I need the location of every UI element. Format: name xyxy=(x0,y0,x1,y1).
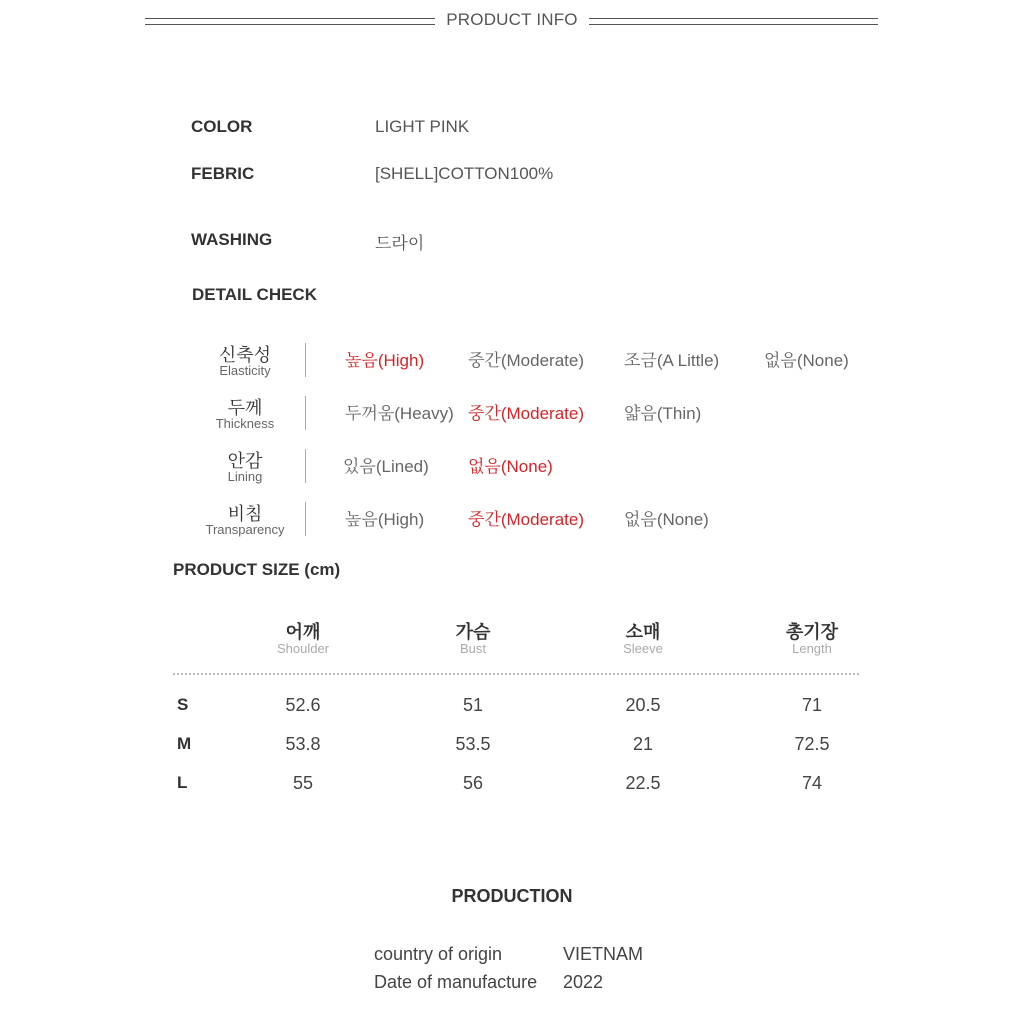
size-row-label: M xyxy=(177,734,192,753)
detail-row-separator xyxy=(305,343,306,377)
table-cell: 52.6 xyxy=(285,695,321,715)
detail-row-separator xyxy=(305,396,306,430)
column-header-length: 총기장 xyxy=(785,622,839,642)
color-value: LIGHT PINK xyxy=(375,117,470,136)
detail-row-transparency xyxy=(0,500,1024,550)
column-subheader-bust: Bust xyxy=(459,641,486,656)
detail-option: 조금(A Little) xyxy=(624,351,720,370)
detail-option: 중간(Moderate) xyxy=(468,351,584,370)
table-cell: 51 xyxy=(462,695,484,715)
detail-row-ko-label: 안감 xyxy=(227,451,263,471)
detail-row-en-label: Lining xyxy=(227,469,263,484)
detail-option: 얇음(Thin) xyxy=(624,404,702,423)
detail-option: 중간(Moderate) xyxy=(468,404,584,423)
column-subheader-length: Length xyxy=(792,641,832,656)
table-cell: 55 xyxy=(292,773,314,793)
header-rule-right xyxy=(589,18,878,25)
table-cell: 74 xyxy=(801,773,823,793)
detail-option: 높음(High) xyxy=(345,510,425,529)
fabric-value: [SHELL]COTTON100% xyxy=(375,164,554,183)
washing-label: WASHING xyxy=(191,230,273,249)
table-cell: 21 xyxy=(632,734,654,754)
detail-row-en-label: Thickness xyxy=(215,416,275,431)
detail-row-en-label: Elasticity xyxy=(219,363,271,378)
page-title: PRODUCT INFO xyxy=(446,10,578,29)
detail-row-en-label: Transparency xyxy=(205,522,285,537)
origin-value: VIETNAM xyxy=(563,944,644,964)
size-row-label: L xyxy=(177,773,188,792)
detail-option: 없음(None) xyxy=(468,457,553,476)
table-cell: 20.5 xyxy=(625,695,661,715)
table-cell: 22.5 xyxy=(625,773,661,793)
detail-option: 없음(None) xyxy=(624,510,709,529)
size-table-title: PRODUCT SIZE (cm) xyxy=(173,560,341,579)
table-cell: 53.8 xyxy=(285,734,321,754)
detail-option: 있음(Lined) xyxy=(343,457,429,476)
detail-row-separator xyxy=(305,502,306,536)
detail-row-ko-label: 두께 xyxy=(227,398,263,418)
washing-value: 드라이 xyxy=(375,234,425,253)
table-cell: 53.5 xyxy=(455,734,491,754)
detail-row-thickness xyxy=(0,394,1024,444)
table-cell: 71 xyxy=(801,695,823,715)
production-title: PRODUCTION xyxy=(451,886,573,906)
column-header-bust: 가슴 xyxy=(455,622,491,642)
detail-row-ko-label: 신축성 xyxy=(218,345,272,365)
detail-row-elasticity xyxy=(0,341,1024,391)
detail-option: 중간(Moderate) xyxy=(468,510,584,529)
origin-label: country of origin xyxy=(374,944,503,964)
column-subheader-sleeve: Sleeve xyxy=(623,641,663,656)
table-cell: 72.5 xyxy=(794,734,830,754)
detail-option: 높음(High) xyxy=(345,351,425,370)
column-subheader-shoulder: Shoulder xyxy=(276,641,330,656)
detail-option: 두꺼움(Heavy) xyxy=(345,404,454,423)
manufacture-date-value: 2022 xyxy=(563,972,604,992)
column-header-shoulder: 어깨 xyxy=(285,622,321,642)
manufacture-date-label: Date of manufacture xyxy=(374,972,538,992)
size-row-label: S xyxy=(177,695,189,714)
detail-option: 없음(None) xyxy=(764,351,849,370)
detail-row-ko-label: 비침 xyxy=(227,504,263,524)
size-table-divider xyxy=(173,673,859,675)
detail-check-title: DETAIL CHECK xyxy=(192,285,317,304)
table-cell: 56 xyxy=(462,773,484,793)
color-label: COLOR xyxy=(191,117,253,136)
column-header-sleeve: 소매 xyxy=(625,622,661,642)
detail-row-lining xyxy=(0,447,1024,497)
detail-row-separator xyxy=(305,449,306,483)
fabric-label: FEBRIC xyxy=(191,164,255,183)
